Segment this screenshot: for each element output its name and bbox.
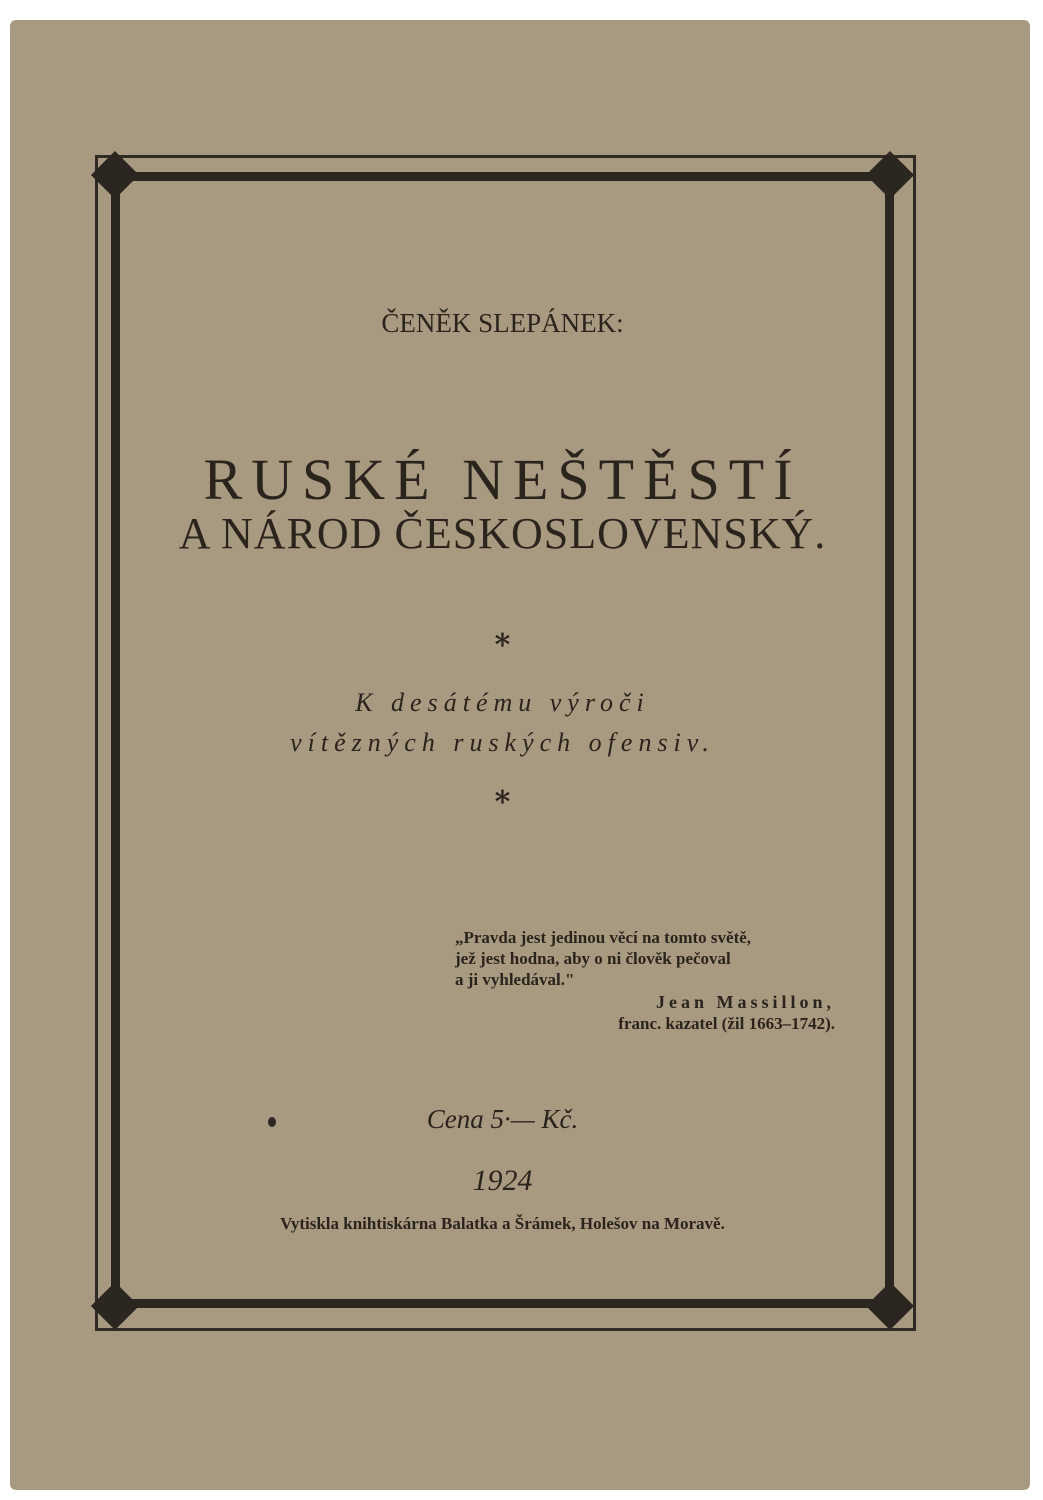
asterisk-ornament-bottom: *	[494, 785, 511, 820]
printer-imprint: Vytiskla knihtiskárna Balatka a Šrámek, Holešov na Moravě.	[280, 1214, 725, 1233]
quote-line-3: a ji vyhledával."	[455, 970, 575, 989]
asterisk-ornament-top: *	[494, 628, 511, 663]
quote-author-note: franc. kazatel (žil 1663–1742).	[618, 1014, 835, 1033]
price-label: Cena 5·— Kč.	[426, 1104, 579, 1134]
epigraph-quote	[455, 927, 835, 1034]
author-name: ČENĚK SLEPÁNEK:	[381, 308, 624, 338]
subtitle-line-2: vítězných ruských ofensiv.	[290, 728, 715, 757]
quote-author: Jean Massillon,	[655, 992, 835, 1012]
title-line-1: RUSKÉ NEŠTĚSTÍ	[203, 447, 802, 512]
subtitle-line-1: K desátému výroči	[355, 688, 650, 717]
publication-year: 1924	[472, 1164, 533, 1197]
quote-line-2: jež jest hodna, aby o ni člověk pečoval	[455, 949, 731, 968]
title-line-2: A NÁROD ČESKOSLOVENSKÝ.	[178, 509, 827, 558]
quote-line-1: „Pravda jest jedinou věcí na tomto světě,	[455, 928, 752, 947]
